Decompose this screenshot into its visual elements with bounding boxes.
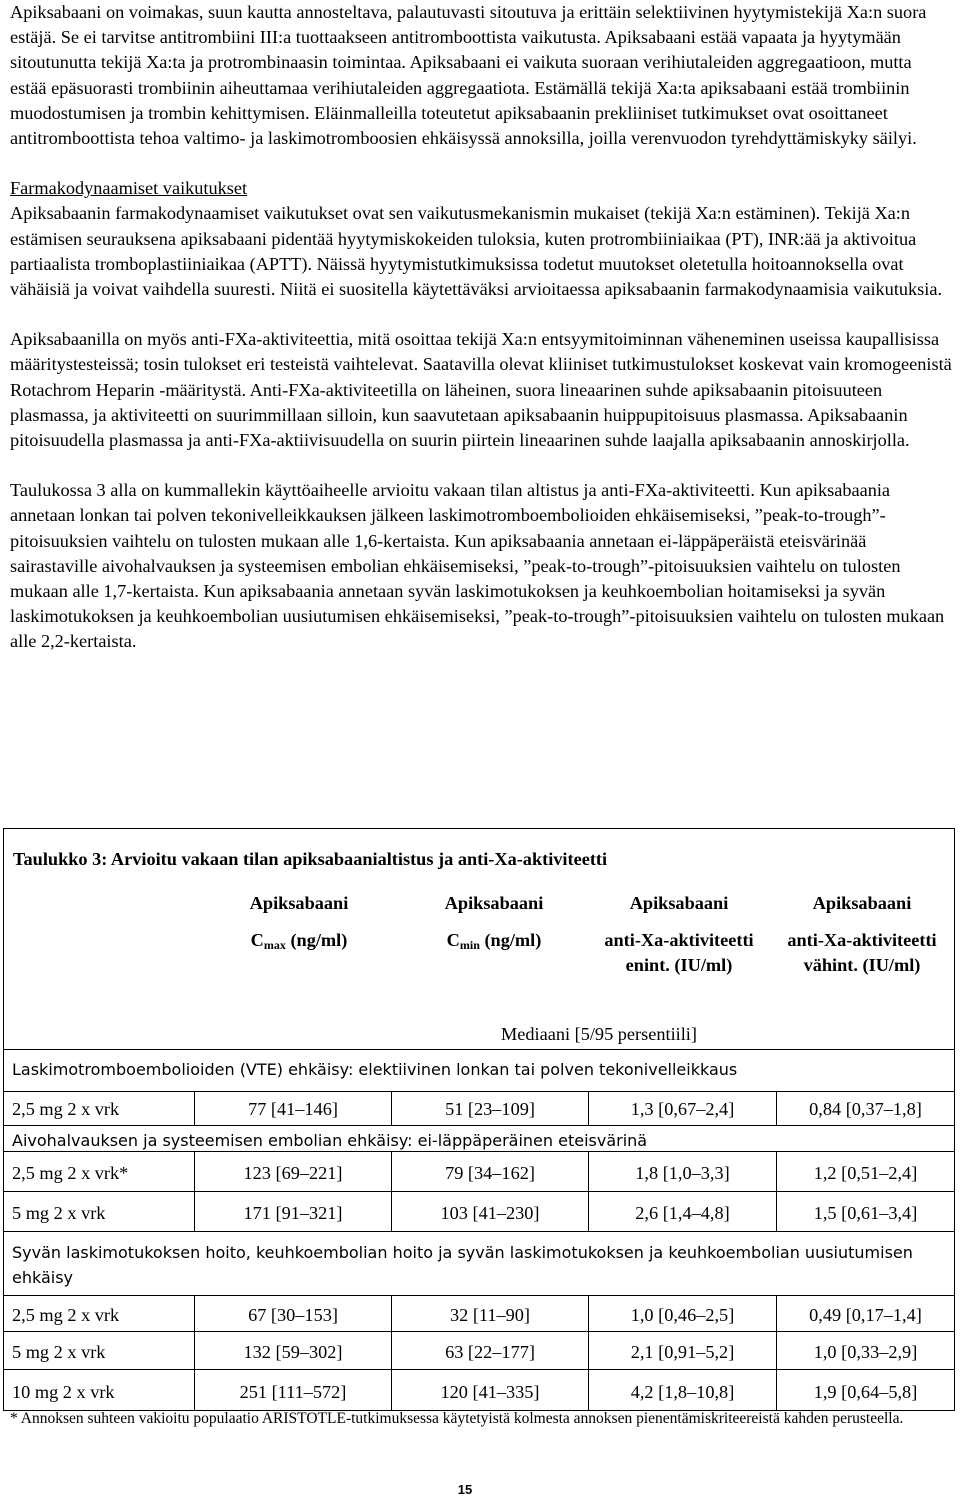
row-antixa-min: 0,49 [0,17–1,4] bbox=[776, 1296, 954, 1331]
table-3 bbox=[3, 828, 955, 1411]
table-row bbox=[4, 1091, 954, 1125]
header-cmin-ng: (ng/ml) bbox=[479, 930, 542, 950]
header-cmax-unit bbox=[194, 928, 404, 958]
median-label: Mediaani [5/95 persentiili] bbox=[501, 1024, 697, 1044]
section-heading-pharmacodynamics: Farmakodynaamiset vaikutukset bbox=[10, 178, 248, 199]
row-antixa-max: 2,6 [1,4–4,8] bbox=[588, 1192, 776, 1231]
row-cmax: 251 [111–572] bbox=[194, 1370, 391, 1410]
row-cmax: 171 [91–321] bbox=[194, 1192, 391, 1231]
header-antixa-max-label: Apiksabaani bbox=[629, 893, 729, 913]
header-cmax-label: Apiksabaani bbox=[249, 893, 349, 913]
row-cmax: 123 [69–221] bbox=[194, 1152, 391, 1191]
row-antixa-min: 1,5 [0,61–3,4] bbox=[776, 1192, 954, 1231]
table-footnote: * Annoksen suhteen vakioitu populaatio ARISTOTLE-tutkimuksessa käytetyistä kolmesta annoksen pienentämiskriteereistä kahden perusteella. bbox=[10, 1410, 904, 1427]
row-cmin: 120 [41–335] bbox=[391, 1370, 588, 1410]
row-cmax: 132 [59–302] bbox=[194, 1332, 391, 1369]
row-antixa-min: 1,0 [0,33–2,9] bbox=[776, 1332, 954, 1369]
row-cmin: 63 [22–177] bbox=[391, 1332, 588, 1369]
row-antixa-max: 4,2 [1,8–10,8] bbox=[588, 1370, 776, 1410]
header-cmin-label: Apiksabaani bbox=[444, 893, 544, 913]
row-cmax: 77 [41–146] bbox=[194, 1092, 391, 1125]
header-antixa-min-label: Apiksabaani bbox=[812, 893, 912, 913]
header-antixa-min bbox=[782, 891, 942, 978]
row-cmin: 51 [23–109] bbox=[391, 1092, 588, 1125]
table-row bbox=[4, 1369, 954, 1410]
row-cmin: 32 [11–90] bbox=[391, 1296, 588, 1331]
row-antixa-max: 2,1 [0,91–5,2] bbox=[588, 1332, 776, 1369]
header-antixa-max-unit: anti-Xa-aktiviteetti enint. (IU/ml) bbox=[604, 930, 754, 976]
paragraph-anti-fxa: Apiksabaanilla on myös anti-FXa-aktiviteettia, mitä osoittaa tekijä Xa:n entsyymitoiminnan väheneminen useissa kaupallisissa määritystesteissä; tosin tulokset eri testeistä vaihtelevat. Saatavilla olevat kliiniset tutkimustulokset koskevat vain kromogeenistä Rotachrom Heparin -määritystä. Anti-FXa-aktiviteetilla on läheinen, suora lineaarinen suhde apiksabaanin pitoisuuteen plasmassa, ja aktiviteetti on suurimmillaan silloin, kun saavutetaan apiksabaanin huippupitoisuus plasmassa. Apiksabaanin pitoisuudella plasmassa ja anti-FXa-aktiivisuudella on suurin piirtein lineaarinen suhde laajalla apiksabaanin annoskirjolla. bbox=[10, 329, 952, 451]
row-antixa-max: 1,0 [0,46–2,5] bbox=[588, 1296, 776, 1331]
document-body bbox=[10, 0, 952, 655]
table-row bbox=[4, 1151, 954, 1191]
row-dose: 10 mg 2 x vrk bbox=[12, 1382, 115, 1402]
header-cmax-sub: max bbox=[263, 938, 286, 952]
paragraph-table-intro: Taulukossa 3 alla on kummallekin käyttöaiheelle arvioitu vakaan tilan altistus ja anti-FXa-aktiviteetti. Kun apiksabaania annetaan lonkan tai polven tekonivelleikkauksen jälkeen laskimotromboembolioiden ehkäisemiseksi, ”peak-to-trough”-pitoisuuksien vaihtelu on tulosten mukaan alle 1,6-kertaista. Kun apiksabaania annetaan ei-läppäperäistä eteisvärinää sairastaville aivohalvauksen ja systeemisen embolian ehkäisemiseksi, ”peak-to-trough”-pitoisuuksien vaihtelu on tulosten mukaan alle 1,7-kertaista. Kun apiksabaania annetaan syvän laskimotukoksen ja keuhkoembolian hoitamiseksi ja syvän laskimotukoksen ja keuhkoembolian uusiutumisen ehkäisemiseksi, ”peak-to-trough”-pitoisuuksien vaihtelu on tulosten mukaan alle 2,2-kertaista. bbox=[10, 480, 945, 652]
row-dose: 2,5 mg 2 x vrk bbox=[12, 1305, 120, 1325]
header-cmin-c: C bbox=[446, 930, 460, 950]
row-dose: 2,5 mg 2 x vrk* bbox=[12, 1163, 129, 1183]
header-antixa-min-unit: anti-Xa-aktiviteetti vähint. (IU/ml) bbox=[787, 930, 937, 976]
table-row bbox=[4, 1295, 954, 1331]
row-antixa-min: 0,84 [0,37–1,8] bbox=[776, 1092, 954, 1125]
header-cmin-unit bbox=[389, 928, 599, 958]
section-dvt-pe: Syvän laskimotukoksen hoito, keuhkoembolian hoito ja syvän laskimotukoksen ja keuhkoembolian uusiutumisen ehkäisy bbox=[4, 1231, 954, 1299]
row-antixa-min: 1,9 [0,64–5,8] bbox=[776, 1370, 954, 1410]
section-vte: Laskimotromboembolioiden (VTE) ehkäisy: elektiivinen lonkan tai polven tekonivelleikkaus bbox=[4, 1049, 954, 1088]
header-cmax-c: C bbox=[250, 930, 264, 950]
row-dose: 5 mg 2 x vrk bbox=[12, 1342, 106, 1362]
table-title: Taulukko 3: Arvioitu vakaan tilan apiksabaanialtistus ja anti-Xa-aktiviteetti bbox=[13, 849, 608, 869]
row-antixa-max: 1,3 [0,67–2,4] bbox=[588, 1092, 776, 1125]
row-cmin: 103 [41–230] bbox=[391, 1192, 588, 1231]
header-cmax-ng: (ng/ml) bbox=[285, 930, 348, 950]
header-cmin bbox=[389, 891, 599, 958]
paragraph-pharmacodynamic-effects: Apiksabaanin farmakodynaamiset vaikutukset ovat sen vaikutusmekanismin mukaiset (tekijä Xa:n estäminen). Tekijä Xa:n estämisen seurauksena apiksabaani pidentää hyytymiskokeiden tuloksia, kuten protrombiiniaikaa (PT), INR:ää ja aktivoitua partiaalista tromboplastiiniaikaa (APTT). Näissä hyytymistutkimuksissa todetut muutokset oletetulla hoitoannoksella ovat vähäisiä ja voivat vaihdella suuresti. Niitä ei suositella käytettäväksi arvioitaessa apiksabaanin farmakodynaamisia vaikutuksia. bbox=[10, 203, 943, 300]
row-dose: 5 mg 2 x vrk bbox=[12, 1203, 106, 1223]
header-cmin-sub: min bbox=[459, 938, 480, 952]
section-stroke: Aivohalvauksen ja systeemisen embolian ehkäisy: ei-läppäperäinen eteisvärinä bbox=[4, 1125, 954, 1157]
row-antixa-min: 1,2 [0,51–2,4] bbox=[776, 1152, 954, 1191]
header-cmax bbox=[194, 891, 404, 958]
table-row bbox=[4, 1191, 954, 1231]
paragraph-mechanism: Apiksabaani on voimakas, suun kautta annosteltava, palautuvasti sitoutuva ja erittäin selektiivinen hyytymistekijä Xa:n suora estäjä. Se ei tarvitse antitrombiini III:a tuottaakseen antitromboottista vaikutusta. Apiksabaani estää vapaata ja hyytymään sitoutunutta tekijä Xa:ta ja protrombinaasin toimintaa. Apiksabaani ei vaikuta suoraan verihiutaleiden aggregaatioon, mutta estää epäsuorasti trombiinin aiheuttamaa verihiutaleiden aggregaatiota. Estämällä tekijä Xa:ta apiksabaani estää trombiinin muodostumisen ja trombin kehittymisen. Eläinmalleilla toteutetut apiksabaanin prekliiniset tutkimukset ovat osoittaneet antitromboottista tehoa valtimo- ja laskimotromboosien ehkäisyssä annoksilla, joilla verenvuodon tyrehdyttämiskyky säilyi. bbox=[10, 2, 927, 149]
row-cmax: 67 [30–153] bbox=[194, 1296, 391, 1331]
row-cmin: 79 [34–162] bbox=[391, 1152, 588, 1191]
row-dose: 2,5 mg 2 x vrk bbox=[12, 1099, 120, 1119]
header-antixa-max bbox=[589, 891, 769, 978]
row-antixa-max: 1,8 [1,0–3,3] bbox=[588, 1152, 776, 1191]
page-number: 15 bbox=[457, 1482, 473, 1497]
table-row bbox=[4, 1331, 954, 1369]
